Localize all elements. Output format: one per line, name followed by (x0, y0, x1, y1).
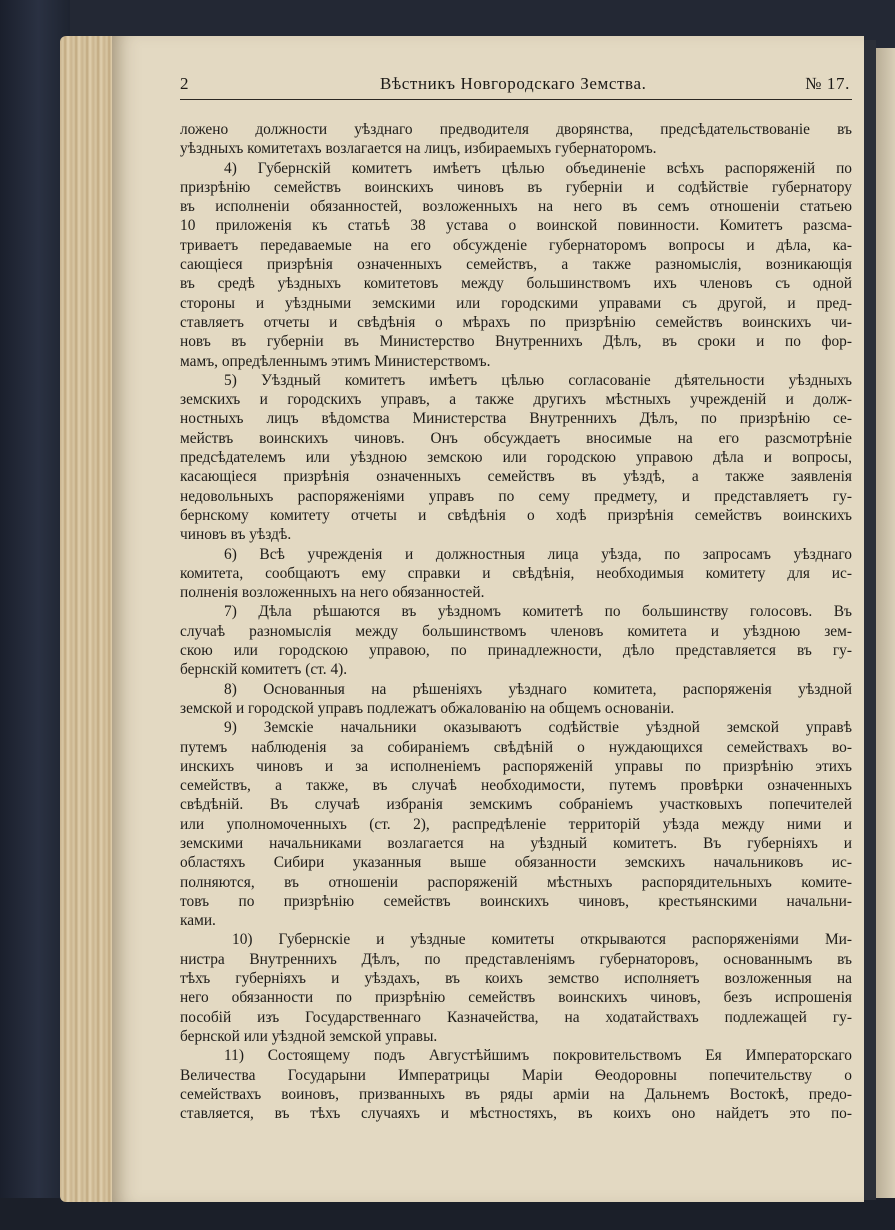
text-line: недовольныхъ распоряженіями управъ по сему предмету, и представляетъ гу- (180, 487, 852, 505)
text-line: комитета, сообщаютъ ему справки и свѣдѣнія, необходимыя комитету для ис- (180, 564, 852, 582)
text-line: мамъ, опредѣленнымъ этимъ Министерствомъ. (180, 352, 491, 370)
text-line: товъ по призрѣнію семействъ воинскихъ чиновъ, крестьянскими начальни- (180, 892, 852, 910)
text-line: въ средѣ уѣздныхъ комитетовъ между большинствомъ ихъ членовъ съ одной (180, 275, 852, 293)
text-line: 9) Земскіе начальники оказываютъ содѣйствіе уѣздной земской управѣ (224, 719, 852, 737)
text-line: путемъ наблюденія за собираніемъ свѣдѣній о нуждающихся семействахъ во- (180, 738, 852, 756)
text-line: или уполномоченныхъ (ст. 2), распредѣленіе территорій уѣзда между ними и (180, 815, 852, 833)
text-line: бернскому комитету отчеты и свѣдѣнія о ходѣ призрѣнія семействъ воинскихъ (180, 506, 852, 524)
text-line: ностныхъ лицъ вѣдомства Министерства Внутреннихъ Дѣлъ, по призрѣнію се- (180, 410, 852, 428)
text-line: ками. (180, 912, 216, 930)
background-band (0, 1198, 895, 1230)
text-line: нистра Внутреннихъ Дѣлъ, по представленіямъ губернаторовъ, основаннымъ въ (180, 950, 852, 968)
journal-title: Вѣстникъ Новгородскаго Земства. (380, 74, 647, 93)
book-gutter (862, 40, 876, 1200)
text-line: мействъ воинскихъ чиновъ. Онъ обсуждаетъ вносимые на его разсмотрѣніе (180, 429, 852, 447)
text-line: стороны и уѣздными земскими или городскими управами съ другой, и пред- (180, 294, 852, 312)
text-line: 10) Губернскіе и уѣздные комитеты открываются распоряженіями Ми- (232, 931, 852, 949)
text-line: касающіеся призрѣнія означенныхъ семействъ въ уѣздѣ, а также заявленія (180, 468, 852, 486)
text-line: полняются, въ отношеніи распоряженій мѣстныхъ распорядительныхъ комите- (180, 873, 852, 891)
text-line: бернской или уѣздной земской управы. (180, 1027, 438, 1045)
text-line: земскихъ и городскихъ управъ, а также другихъ мѣстныхъ учрежденій и долж- (180, 391, 852, 409)
text-line: уѣздныхъ комитетахъ возлагается на лицъ, избираемыхъ губернаторомъ. (180, 140, 657, 158)
text-line: 4) Губернскій комитетъ имѣетъ цѣлью объединеніе всѣхъ распоряженій по (224, 159, 852, 177)
text-line: призрѣнію семействъ воинскихъ чиновъ въ губерніи и содѣйствіе губернатору (180, 178, 852, 196)
text-line: триваетъ передаваемые на его обсужденіе губернаторомъ вопросы и дѣла, ка- (180, 236, 852, 254)
text-line: семействъ, а также, въ случаѣ необходимости, путемъ провѣрки означенныхъ (180, 777, 852, 795)
next-page-edge (876, 48, 895, 1198)
text-line: ставляется, въ тѣхъ случаяхъ и мѣстностяхъ, въ коихъ оно найдетъ это по- (180, 1105, 852, 1123)
header-rule (180, 99, 852, 100)
text-line: бернскій комитетъ (ст. 4). (180, 661, 348, 679)
text-line: Величества Государыни Императрицы Маріи Ѳеодоровны попечительству о (180, 1066, 852, 1084)
text-line: случаѣ разномыслія между большинствомъ членовъ комитета и уѣздною зем- (180, 622, 852, 640)
text-line: пособій изъ Государственнаго Казначейства, на ходатайствахъ подлежащей гу- (180, 1008, 852, 1026)
running-header (180, 74, 850, 100)
text-line: инскихъ чиновъ и за исполненіемъ распоряженій управы по призрѣнію этихъ (180, 757, 852, 775)
text-line: 5) Уѣздный комитетъ имѣетъ цѣлью согласованіе дѣятельности уѣздныхъ (224, 371, 852, 389)
text-line: ставляетъ отчеты и свѣдѣнія о мѣрахъ по призрѣнію семействъ воинскихъ чи- (180, 313, 852, 331)
text-line: сающіеся призрѣнія означенныхъ семействъ, а также разномыслія, возникающія (180, 256, 852, 274)
text-line: ложено должности уѣзднаго предводителя дворянства, предсѣдательствованіе въ (180, 121, 852, 138)
text-line: 6) Всѣ учрежденія и должностныя лица уѣзда, по запросамъ уѣзднаго (224, 545, 852, 563)
text-line: 8) Основанныя на рѣшеніяхъ уѣзднаго комитета, распоряженія уѣздной (224, 680, 852, 698)
text-line: въ исполненіи обязанностей, возложенныхъ на него въ семъ отношеніи статьею (180, 198, 852, 216)
text-line: областяхъ Сибири указанныя выше обязанности земскихъ начальниковъ ис- (180, 854, 852, 872)
text-line: него обязанности по призрѣнію семействъ воинскихъ чиновъ, безъ испрошенія (180, 989, 852, 1007)
page-number: 2 (180, 74, 190, 93)
text-line: земской и городской управъ подлежатъ обжалованію на общемъ основаніи. (180, 699, 675, 717)
text-line: 7) Дѣла рѣшаются въ уѣздномъ комитетѣ по большинству голосовъ. Въ (224, 603, 852, 621)
text-line: семействахъ воиновъ, призванныхъ въ ряды арміи на Дальнемъ Востокѣ, предо- (180, 1085, 852, 1103)
book-page (112, 36, 864, 1202)
text-line: земскими начальниками возлагается на уѣздный комитетъ. Въ губерніяхъ и (180, 834, 852, 852)
text-line: тѣхъ губерніяхъ и уѣздахъ, въ коихъ земство исполняетъ возложенныя на (180, 970, 852, 988)
text-line: 10 приложенія къ статьѣ 38 устава о воинской повинности. Комитетъ разсма- (180, 217, 852, 235)
text-line: новъ въ губерніи въ Министерство Внутреннихъ Дѣлъ, въ сроки и по фор- (180, 333, 852, 351)
body-text (180, 120, 852, 1123)
page-edges (60, 36, 120, 1202)
text-line: полненія возложенныхъ на него обязанностей. (180, 584, 485, 602)
text-line: скою или городскою управою, по принадлежности, дѣло представляется въ гу- (180, 642, 852, 660)
text-line: чиновъ въ уѣздѣ. (180, 526, 292, 544)
text-line: предсѣдателемъ или уѣздною земскою или городскою управою дѣла и вопросы, (180, 449, 852, 467)
text-line: 11) Состоящему подъ Августѣйшимъ покровительствомъ Ея Императорскаго (224, 1047, 852, 1065)
issue-number: № 17. (805, 74, 850, 93)
text-line: свѣдѣній. Въ случаѣ избранія земскимъ собраніемъ участковыхъ попечителей (180, 796, 852, 814)
